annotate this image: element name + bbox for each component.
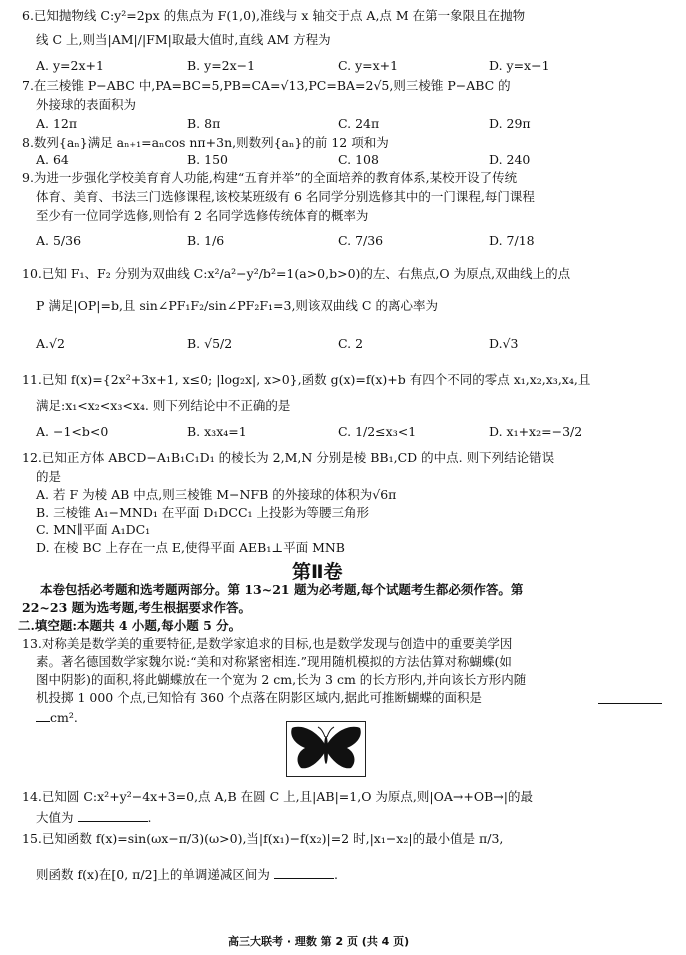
q6-options [36, 58, 666, 74]
q13-line1: 13.对称美是数学美的重要特征,是数学家追求的目标,也是数学发现与创造中的重要美学因 [22, 636, 513, 651]
q12-option-a: A. 若 F 为棱 AB 中点,则三棱锥 M−NFB 的外接球的体积为√6π [36, 487, 397, 502]
q9-option-a: A. 5/36 [36, 233, 82, 248]
q10-option-a: A.√2 [36, 336, 65, 351]
q12-line1: 12.已知正方体 ABCD−A₁B₁C₁D₁ 的棱长为 2,M,N 分别是棱 BB₁,CD 的中点. 则下列结论错误 [22, 450, 555, 465]
section-intro-line1: 本卷包括必考题和选考题两部分。第 13~21 题为必考题,每个试题考生都必须作答。第 [40, 582, 524, 597]
q15-line2: 则函数 f(x)在[0, π/2]上的单调递减区间为 [36, 867, 270, 882]
q9-line3: 至少有一位同学选修,则恰有 2 名同学选修传统体育的概率为 [36, 208, 369, 223]
q10-option-b: B. √5/2 [187, 336, 233, 351]
q8-option-b: B. 150 [187, 152, 228, 167]
q13-line5-wrap [36, 708, 78, 726]
q7-line1: 7.在三棱锥 P−ABC 中,PA=BC=5,PB=CA=√13,PC=BA=2√5,则三棱锥 P−ABC 的 [22, 78, 511, 93]
q10-line2: P 满足|OP|=b,且 sin∠PF₁F₂/sin∠PF₂F₁=3,则该双曲线 C 的离心率为 [36, 298, 438, 313]
page-footer: 高三大联考 · 理数 第 2 页 (共 4 页) [228, 935, 410, 948]
q9-options [36, 233, 666, 249]
q14-line2-wrap [36, 808, 152, 826]
q13-line3: 图中阴影)的面积,将此蝴蝶放在一个宽为 2 cm,长为 3 cm 的长方形内,并向该长方形内随 [36, 672, 527, 687]
q10-options [36, 336, 666, 352]
section-title: 第Ⅱ卷 [292, 561, 343, 583]
q7-line2: 外接球的表面积为 [36, 97, 137, 112]
butterfly-figure [286, 721, 366, 777]
section-intro-line2: 22~23 题为选考题,考生根据要求作答。 [22, 600, 251, 615]
q12-option-b: B. 三棱锥 A₁−MND₁ 在平面 D₁DCC₁ 上投影为等腰三角形 [36, 505, 370, 520]
q11-option-a: A. −1<b<0 [36, 424, 109, 439]
q14-line1: 14.已知圆 C:x²+y²−4x+3=0,点 A,B 在圆 C 上,且|AB|=1,O 为原点,则|OA→+OB→|的最 [22, 789, 533, 804]
q15-line2-end: . [333, 867, 338, 882]
q10-option-c: C. 2 [338, 336, 364, 351]
q6-line1: 6.已知抛物线 C:y²=2px 的焦点为 F(1,0),准线与 x 轴交于点 A,点 M 在第一象限且在抛物 [22, 8, 526, 23]
q9-line2: 体育、美育、书法三门选修课程,该校某班级有 6 名同学分别选修其中的一门课程,每门课程 [36, 189, 535, 204]
q13-answer-blank-1[interactable] [598, 703, 662, 704]
q9-option-d: D. 7/18 [489, 233, 535, 248]
q7-option-a: A. 12π [36, 116, 78, 131]
q7-option-b: B. 8π [187, 116, 221, 131]
q11-option-d: D. x₁+x₂=−3/2 [489, 424, 583, 439]
q8-option-a: A. 64 [36, 152, 69, 167]
q7-options [36, 116, 666, 132]
q6-line2: 线 C 上,则当|AM|/|FM|取最大值时,直线 AM 方程为 [36, 32, 331, 47]
q7-option-c: C. 24π [338, 116, 380, 131]
q6-option-c: C. y=x+1 [338, 58, 399, 73]
butterfly-icon [287, 722, 365, 776]
q15-line2-wrap [36, 865, 338, 883]
q12-line2: 的是 [36, 469, 62, 484]
q11-line1: 11.已知 f(x)={2x²+3x+1, x≤0; |log₂x|, x>0},函数 g(x)=f(x)+b 有四个不同的零点 x₁,x₂,x₃,x₄,且 [22, 372, 591, 387]
q15-line1: 15.已知函数 f(x)=sin(ωx−π/3)(ω>0),当|f(x₁)−f(x₂)|=2 时,|x₁−x₂|的最小值是 π/3, [22, 831, 504, 846]
q14-line2-end: . [147, 810, 152, 825]
q8-options [36, 152, 666, 168]
q8-option-d: D. 240 [489, 152, 531, 167]
q12-option-c: C. MN∥平面 A₁DC₁ [36, 522, 151, 537]
q6-option-a: A. y=2x+1 [36, 58, 104, 73]
q8-line1: 8.数列{aₙ}满足 aₙ₊₁=aₙcos nπ+3n,则数列{aₙ}的前 12 项和为 [22, 135, 389, 150]
q14-answer-blank[interactable] [78, 808, 148, 822]
q10-line1: 10.已知 F₁、F₂ 分别为双曲线 C:x²/a²−y²/b²=1(a>0,b>0)的左、右焦点,O 为原点,双曲线上的点 [22, 266, 571, 281]
q9-line1: 9.为进一步强化学校美育育人功能,构建“五育并举”的全面培养的教育体系,某校开设了传统 [22, 170, 518, 185]
q13-line4: 机投掷 1 000 个点,已知恰有 360 个点落在阴影区域内,据此可推断蝴蝶的面积是 [36, 690, 482, 705]
q8-option-c: C. 108 [338, 152, 379, 167]
q12-option-d: D. 在棱 BC 上存在一点 E,使得平面 AEB₁⊥平面 MNB [36, 540, 345, 555]
q9-option-c: C. 7/36 [338, 233, 384, 248]
q14-line2: 大值为 [36, 810, 74, 825]
q13-line2: 素。著名德国数学家魏尔说:“美和对称紧密相连.”现用随机模拟的方法估算对称蝴蝶(如 [36, 654, 512, 669]
q10-option-d: D.√3 [489, 336, 519, 351]
q11-line2: 满足:x₁<x₂<x₃<x₄. 则下列结论中不正确的是 [36, 398, 291, 413]
q6-option-b: B. y=2x−1 [187, 58, 256, 73]
q13-answer-blank-2[interactable] [36, 708, 50, 722]
q11-option-b: B. x₃x₄=1 [187, 424, 247, 439]
q6-option-d: D. y=x−1 [489, 58, 550, 73]
q9-option-b: B. 1/6 [187, 233, 225, 248]
q11-option-c: C. 1/2≤x₃<1 [338, 424, 417, 439]
q15-answer-blank[interactable] [274, 865, 334, 879]
q13-unit: cm². [50, 710, 78, 725]
fill-in-heading: 二.填空题:本题共 4 小题,每小题 5 分。 [18, 618, 242, 633]
q11-options [36, 424, 666, 440]
q7-option-d: D. 29π [489, 116, 531, 131]
